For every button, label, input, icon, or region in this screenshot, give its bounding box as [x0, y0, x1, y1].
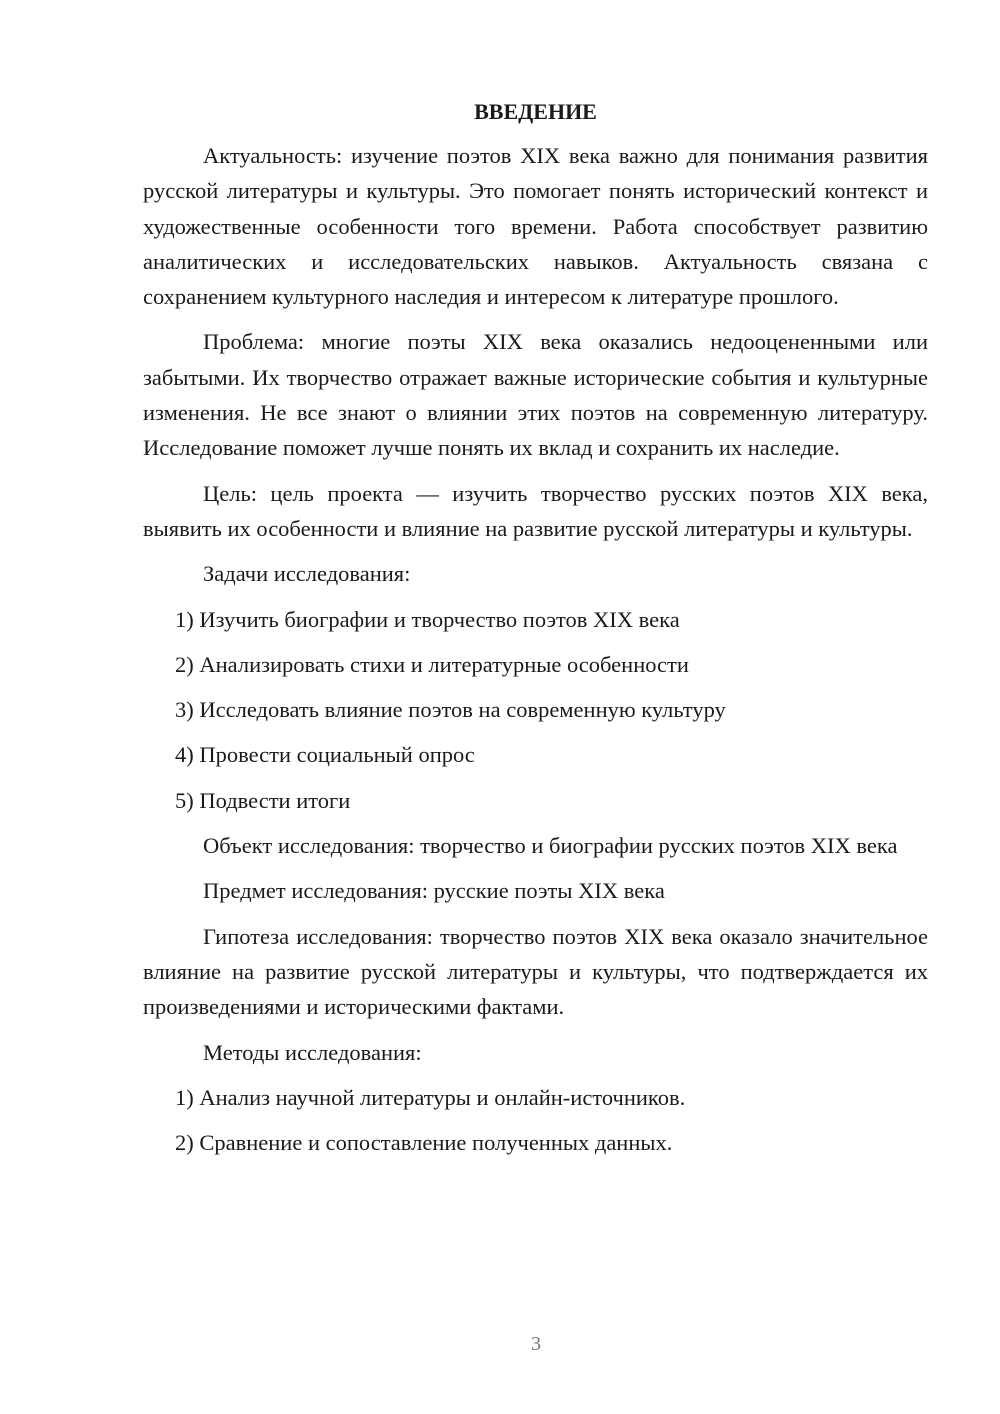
object-paragraph: Объект исследования: творчество и биографии русских поэтов XIX века [203, 833, 898, 859]
goal-paragraph: Цель: цель проекта — изучить творчество русских поэтов XIX века, выявить их особенности и влияние на развитие русской литературы и культуры. [143, 480, 928, 541]
relevance-paragraph: Актуальность: изучение поэтов XIX века важно для понимания развития русской литературы и культуры. Это помогает понять исторический контекст и художественные особенности того времени. Работа способствует развитию аналитических и исследовательских навыков. Актуальность связана с сохранением культурного наследия и интересом к литературе прошлого. [143, 143, 928, 310]
page-content [143, 94, 928, 1170]
list-item: 3) Исследовать влияние поэтов на современную культуру [175, 697, 726, 723]
list-item: 2) Сравнение и сопоставление полученных данных. [175, 1130, 673, 1156]
list-item: 5) Подвести итоги [175, 787, 351, 813]
page-number: 3 [531, 1333, 541, 1355]
list-item: 1) Изучить биографии и творчество поэтов XIX века [175, 606, 680, 632]
hypothesis-paragraph: Гипотеза исследования: творчество поэтов XIX века оказало значительное влияние на развитие русской литературы и культуры, что подтверждается их произведениями и историческими фактами. [143, 923, 928, 1020]
problem-paragraph: Проблема: многие поэты XIX века оказались недооцененными или забытыми. Их творчество отражает важные исторические события и культурные изменения. Не все знают о влиянии этих поэтов на современную литературу. Исследование поможет лучше понять их вклад и сохранить их наследие. [143, 329, 928, 461]
tasks-list [143, 602, 928, 818]
list-item: 2) Анализировать стихи и литературные особенности [175, 651, 689, 677]
section-title: ВВЕДЕНИЕ [474, 99, 597, 124]
list-item: 4) Провести социальный опрос [175, 742, 475, 768]
list-item: 1) Анализ научной литературы и онлайн-источников. [175, 1084, 686, 1110]
methods-heading: Методы исследования: [203, 1039, 422, 1065]
subject-paragraph: Предмет исследования: русские поэты XIX века [203, 878, 665, 904]
methods-list [143, 1080, 928, 1161]
tasks-heading: Задачи исследования: [203, 561, 411, 587]
